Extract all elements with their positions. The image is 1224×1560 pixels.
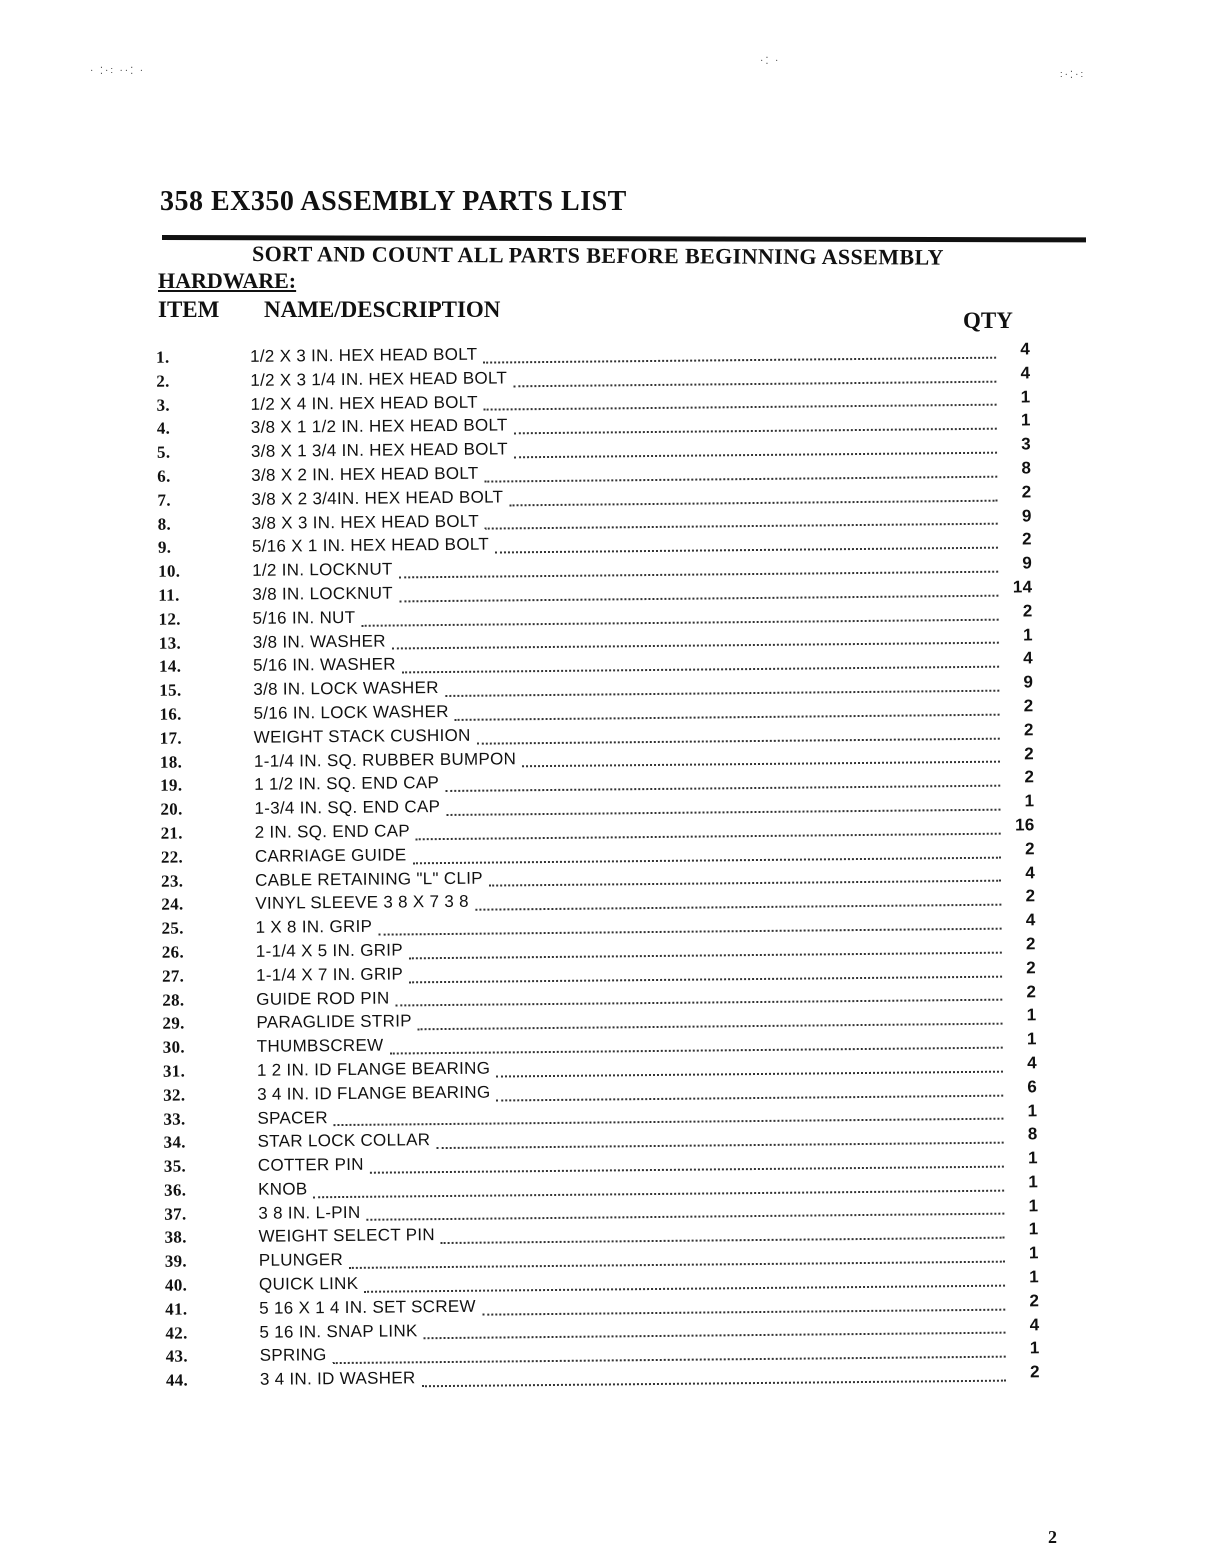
item-number: 42.	[165, 1323, 188, 1343]
item-qty: 2	[1025, 934, 1036, 954]
column-header-description: NAME/DESCRIPTION	[264, 297, 501, 322]
item-description: 5/16 X 1 IN. HEX HEAD BOLT	[251, 534, 490, 557]
item-description: PARAGLIDE STRIP	[256, 1011, 412, 1033]
dot-leader	[402, 666, 999, 674]
item-number: 3.	[156, 395, 170, 415]
item-qty: 2	[1024, 743, 1035, 763]
dot-leader	[455, 713, 1000, 720]
item-qty: 4	[1023, 648, 1034, 668]
item-qty: 4	[1025, 862, 1036, 882]
item-description: 1-1/4 X 5 IN. GRIP	[255, 940, 404, 961]
dot-leader	[392, 642, 999, 650]
dot-leader	[483, 356, 996, 363]
item-number: 19.	[160, 775, 183, 796]
item-number: 30.	[162, 1037, 185, 1057]
item-number: 28.	[162, 990, 185, 1010]
parts-list	[130, 339, 1040, 1395]
item-description: 3/8 X 2 3/4IN. HEX HEAD BOLT	[251, 487, 504, 509]
item-number: 39.	[164, 1251, 188, 1271]
item-number: 26.	[161, 942, 185, 962]
dot-leader	[484, 404, 997, 411]
dot-leader	[482, 1308, 1005, 1315]
item-description: WEIGHT STACK CUSHION	[253, 725, 471, 747]
column-header-item: ITEM	[158, 297, 220, 322]
dot-leader	[367, 1213, 1005, 1221]
item-description: SPRING	[259, 1345, 327, 1366]
dot-leader	[389, 1047, 1002, 1055]
item-number: 23.	[161, 871, 184, 891]
item-number: 43.	[165, 1346, 188, 1367]
item-number: 36.	[163, 1180, 187, 1200]
item-qty: 2	[1029, 1291, 1040, 1311]
item-description: 1 X 8 IN. GRIP	[255, 916, 373, 937]
item-qty: 1	[1020, 410, 1031, 430]
dot-leader	[513, 380, 996, 387]
item-number: 22.	[160, 847, 184, 867]
item-qty: 2	[1026, 981, 1037, 1001]
item-description: WEIGHT SELECT PIN	[258, 1225, 436, 1247]
item-description: 1/2 X 4 IN. HEX HEAD BOLT	[250, 392, 478, 414]
dot-leader	[485, 475, 998, 482]
dot-leader	[496, 1070, 1003, 1077]
scan-noise-top-right: ∶·⁚·∶	[1060, 70, 1086, 81]
item-qty: 4	[1020, 363, 1031, 383]
item-number: 24.	[161, 894, 184, 915]
item-qty: 6	[1027, 1077, 1038, 1097]
item-qty: 4	[1025, 910, 1036, 930]
item-description: 3/8 X 3 IN. HEX HEAD BOLT	[251, 511, 480, 533]
item-description: 5/16 IN. WASHER	[252, 654, 396, 676]
item-number: 44.	[165, 1370, 189, 1390]
scan-noise-top-center: ·⁚ ·	[760, 56, 781, 67]
item-qty: 1	[1028, 1172, 1039, 1192]
dot-leader	[361, 618, 998, 626]
item-number: 20.	[160, 799, 183, 819]
item-qty: 1	[1027, 1148, 1038, 1168]
dot-leader	[509, 499, 997, 506]
item-description: 1 2 IN. ID FLANGE BEARING	[256, 1058, 491, 1080]
item-description: 3 4 IN. ID WASHER	[259, 1368, 416, 1390]
item-description: SPACER	[257, 1107, 328, 1128]
item-qty: 3	[1021, 434, 1032, 454]
item-description: 3/8 X 2 IN. HEX HEAD BOLT	[251, 463, 479, 485]
dot-leader	[514, 428, 997, 435]
dot-leader	[409, 975, 1002, 983]
item-qty: 9	[1023, 672, 1034, 692]
item-number: 6.	[157, 466, 171, 486]
item-description: 5/16 IN. LOCK WASHER	[253, 701, 449, 723]
item-qty: 1	[1028, 1196, 1039, 1216]
item-number: 41.	[165, 1299, 188, 1319]
page-number: 2	[1048, 1527, 1057, 1547]
item-number: 2.	[156, 371, 170, 391]
item-description: CARRIAGE GUIDE	[254, 845, 407, 866]
dot-leader	[514, 452, 997, 459]
item-qty: 2	[1022, 529, 1032, 549]
item-number: 32.	[163, 1085, 186, 1105]
item-qty: 1	[1029, 1267, 1040, 1287]
item-number: 14.	[158, 656, 182, 677]
dot-leader	[416, 832, 1001, 840]
dot-leader	[436, 1142, 1003, 1149]
item-number: 27.	[161, 966, 185, 986]
dot-leader	[446, 809, 1000, 816]
item-description: PLUNGER	[258, 1250, 344, 1271]
item-qty: 1	[1022, 624, 1033, 645]
item-description: 3/8 X 1 3/4 IN. HEX HEAD BOLT	[250, 439, 508, 462]
item-qty: 1	[1020, 386, 1031, 407]
item-number: 1.	[155, 347, 170, 367]
dot-leader	[445, 690, 999, 697]
dot-leader	[497, 1094, 1004, 1101]
item-qty: 2	[1024, 839, 1035, 859]
item-description: THUMBSCREW	[256, 1035, 384, 1056]
dot-leader	[409, 951, 1002, 959]
item-description: GUIDE ROD PIN	[256, 988, 390, 1009]
dot-leader	[399, 571, 998, 579]
dot-leader	[422, 1380, 1006, 1388]
dot-leader	[413, 856, 1001, 864]
column-header-qty: QTY	[963, 308, 1013, 333]
item-number: 8.	[157, 514, 172, 534]
item-description: 1-1/4 IN. SQ. RUBBER BUMPON	[253, 748, 517, 771]
item-qty: 1	[1029, 1338, 1040, 1358]
item-qty: 2	[1024, 767, 1035, 787]
item-number: 31.	[162, 1061, 186, 1081]
item-qty: 2	[1022, 601, 1033, 621]
item-description: VINYL SLEEVE 3 8 X 7 3 8	[255, 892, 469, 914]
item-description: 5 16 IN. SNAP LINK	[259, 1320, 418, 1342]
item-qty: 2	[1021, 482, 1032, 502]
item-qty: 2	[1023, 720, 1034, 740]
item-number: 16.	[159, 704, 182, 724]
dot-leader	[495, 547, 998, 554]
item-qty: 4	[1029, 1314, 1040, 1335]
dot-leader	[522, 761, 1000, 768]
item-qty: 8	[1021, 458, 1032, 478]
item-description: KNOB	[257, 1179, 308, 1199]
dot-leader	[396, 999, 1003, 1007]
item-description: 5 16 X 1 4 IN. SET SCREW	[259, 1296, 476, 1318]
item-description: CABLE RETAINING "L" CLIP	[255, 868, 483, 890]
dot-leader	[418, 1023, 1003, 1031]
item-qty: 2	[1025, 886, 1036, 906]
item-description: 5/16 IN. NUT	[252, 607, 356, 628]
item-number: 9.	[157, 537, 172, 558]
item-description: COTTER PIN	[257, 1154, 364, 1175]
item-number: 21.	[160, 823, 183, 843]
item-number: 4.	[156, 419, 171, 439]
item-qty: 1	[1026, 1029, 1037, 1049]
item-number: 10.	[158, 561, 181, 581]
item-number: 25.	[161, 918, 184, 938]
item-qty: 1	[1028, 1219, 1039, 1239]
item-number: 37.	[164, 1204, 187, 1224]
item-description: QUICK LINK	[258, 1273, 359, 1294]
document-title: 358 EX350 ASSEMBLY PARTS LIST	[160, 186, 627, 217]
dot-leader	[485, 523, 998, 530]
dot-leader	[378, 928, 1001, 936]
instruction-note: SORT AND COUNT ALL PARTS BEFORE BEGINNING ASSEMBLY	[251, 241, 944, 270]
item-description: 3 8 IN. L-PIN	[258, 1202, 361, 1223]
item-description: 3/8 IN. LOCKNUT	[252, 583, 394, 604]
item-number: 7.	[157, 490, 171, 510]
dot-leader	[445, 785, 1000, 792]
item-number: 40.	[164, 1275, 188, 1295]
item-description: 1/2 X 3 1/4 IN. HEX HEAD BOLT	[250, 368, 508, 390]
item-number: 17.	[159, 728, 182, 748]
dot-leader	[424, 1332, 1006, 1340]
scan-noise-top-left: · ⁚·∶ ··⁚ ·	[90, 66, 146, 77]
section-heading-hardware: HARDWARE:	[158, 268, 297, 293]
item-qty: 1	[1026, 1005, 1037, 1025]
item-qty: 9	[1021, 505, 1032, 526]
item-number: 12.	[158, 609, 181, 629]
item-qty: 14	[1012, 577, 1033, 597]
dot-leader	[441, 1237, 1005, 1244]
item-qty: 16	[1015, 815, 1035, 835]
item-description: STAR LOCK COLLAR	[257, 1130, 431, 1152]
item-number: 34.	[163, 1132, 186, 1153]
item-qty: 2	[1026, 958, 1037, 978]
item-description: 2 IN. SQ. END CAP	[254, 821, 411, 842]
item-number: 29.	[162, 1013, 185, 1034]
dot-leader	[399, 594, 998, 602]
item-description: 1-3/4 IN. SQ. END CAP	[254, 797, 441, 818]
item-number: 35.	[163, 1156, 187, 1176]
item-qty: 1	[1024, 791, 1035, 811]
item-description: 3/8 IN. WASHER	[252, 631, 386, 652]
item-number: 15.	[159, 680, 182, 700]
item-number: 18.	[159, 752, 183, 772]
item-number: 33.	[163, 1109, 186, 1129]
item-qty: 8	[1027, 1124, 1038, 1144]
item-qty: 2	[1030, 1362, 1040, 1382]
dot-leader	[489, 880, 1001, 887]
item-qty: 1	[1028, 1243, 1039, 1263]
item-qty: 2	[1023, 696, 1034, 716]
dot-leader	[370, 1166, 1004, 1174]
item-description: 3/8 IN. LOCK WASHER	[253, 678, 439, 699]
dot-leader	[475, 904, 1001, 911]
item-qty: 1	[1027, 1100, 1038, 1120]
item-number: 11.	[158, 585, 180, 605]
item-number: 38.	[164, 1227, 187, 1248]
item-description: 1/2 X 3 IN. HEX HEAD BOLT	[249, 344, 478, 366]
item-description: 3 4 IN. ID FLANGE BEARING	[257, 1082, 491, 1104]
item-description: 1 1/2 IN. SQ. END CAP	[254, 773, 440, 795]
item-description: 1/2 IN. LOCKNUT	[252, 559, 393, 581]
item-qty: 4	[1027, 1053, 1037, 1073]
item-qty: 9	[1022, 553, 1033, 573]
item-description: 3/8 X 1 1/2 IN. HEX HEAD BOLT	[250, 415, 508, 438]
item-description: 1-1/4 X 7 IN. GRIP	[255, 964, 404, 985]
dot-leader	[477, 737, 1000, 744]
item-number: 13.	[158, 633, 182, 653]
item-qty: 4	[1020, 339, 1031, 359]
item-number: 5.	[156, 442, 171, 462]
